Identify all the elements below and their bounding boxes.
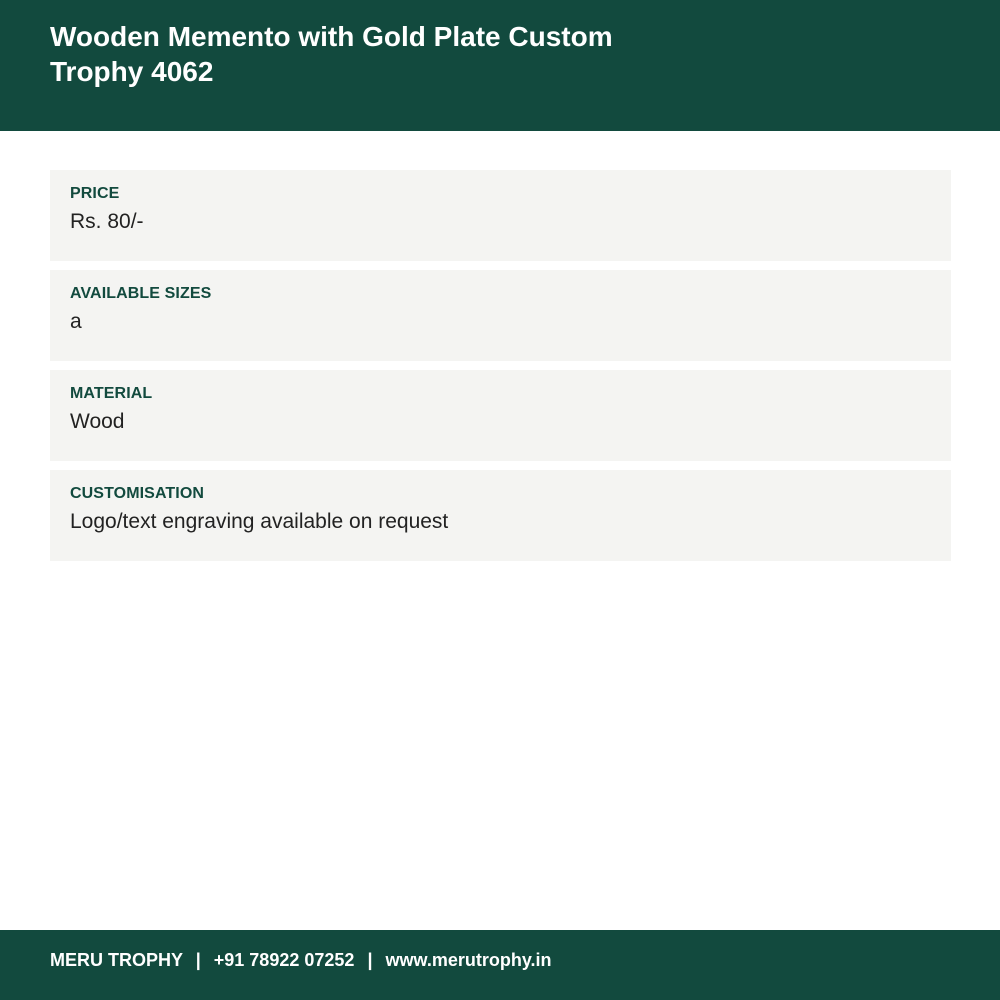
footer-contact [50,949,552,971]
footer-phone: +91 78922 07252 [213,950,355,970]
price-value: Rs. 80/- [70,210,144,233]
customisation-value: Logo/text engraving available on request [70,510,449,533]
available-sizes-label: AVAILABLE SIZES [70,285,212,302]
page-header [0,0,1000,131]
material-value: Wood [70,410,125,433]
product-specifications [50,170,951,570]
product-title: Wooden Memento with Gold Plate Custom Trophy 4062 [50,21,613,87]
material-label: MATERIAL [70,385,153,402]
customisation-label: CUSTOMISATION [70,485,205,502]
available-sizes-value: a [70,310,82,333]
footer-separator: | [367,950,373,970]
footer-brand: MERU TROPHY [50,950,183,970]
page-footer [0,930,1000,1000]
customisation-card [50,470,951,561]
footer-website: www.merutrophy.in [385,950,552,970]
footer-separator: | [195,950,201,970]
price-label: PRICE [70,185,120,202]
price-card [50,170,951,261]
material-card [50,370,951,461]
available-sizes-card [50,270,951,361]
